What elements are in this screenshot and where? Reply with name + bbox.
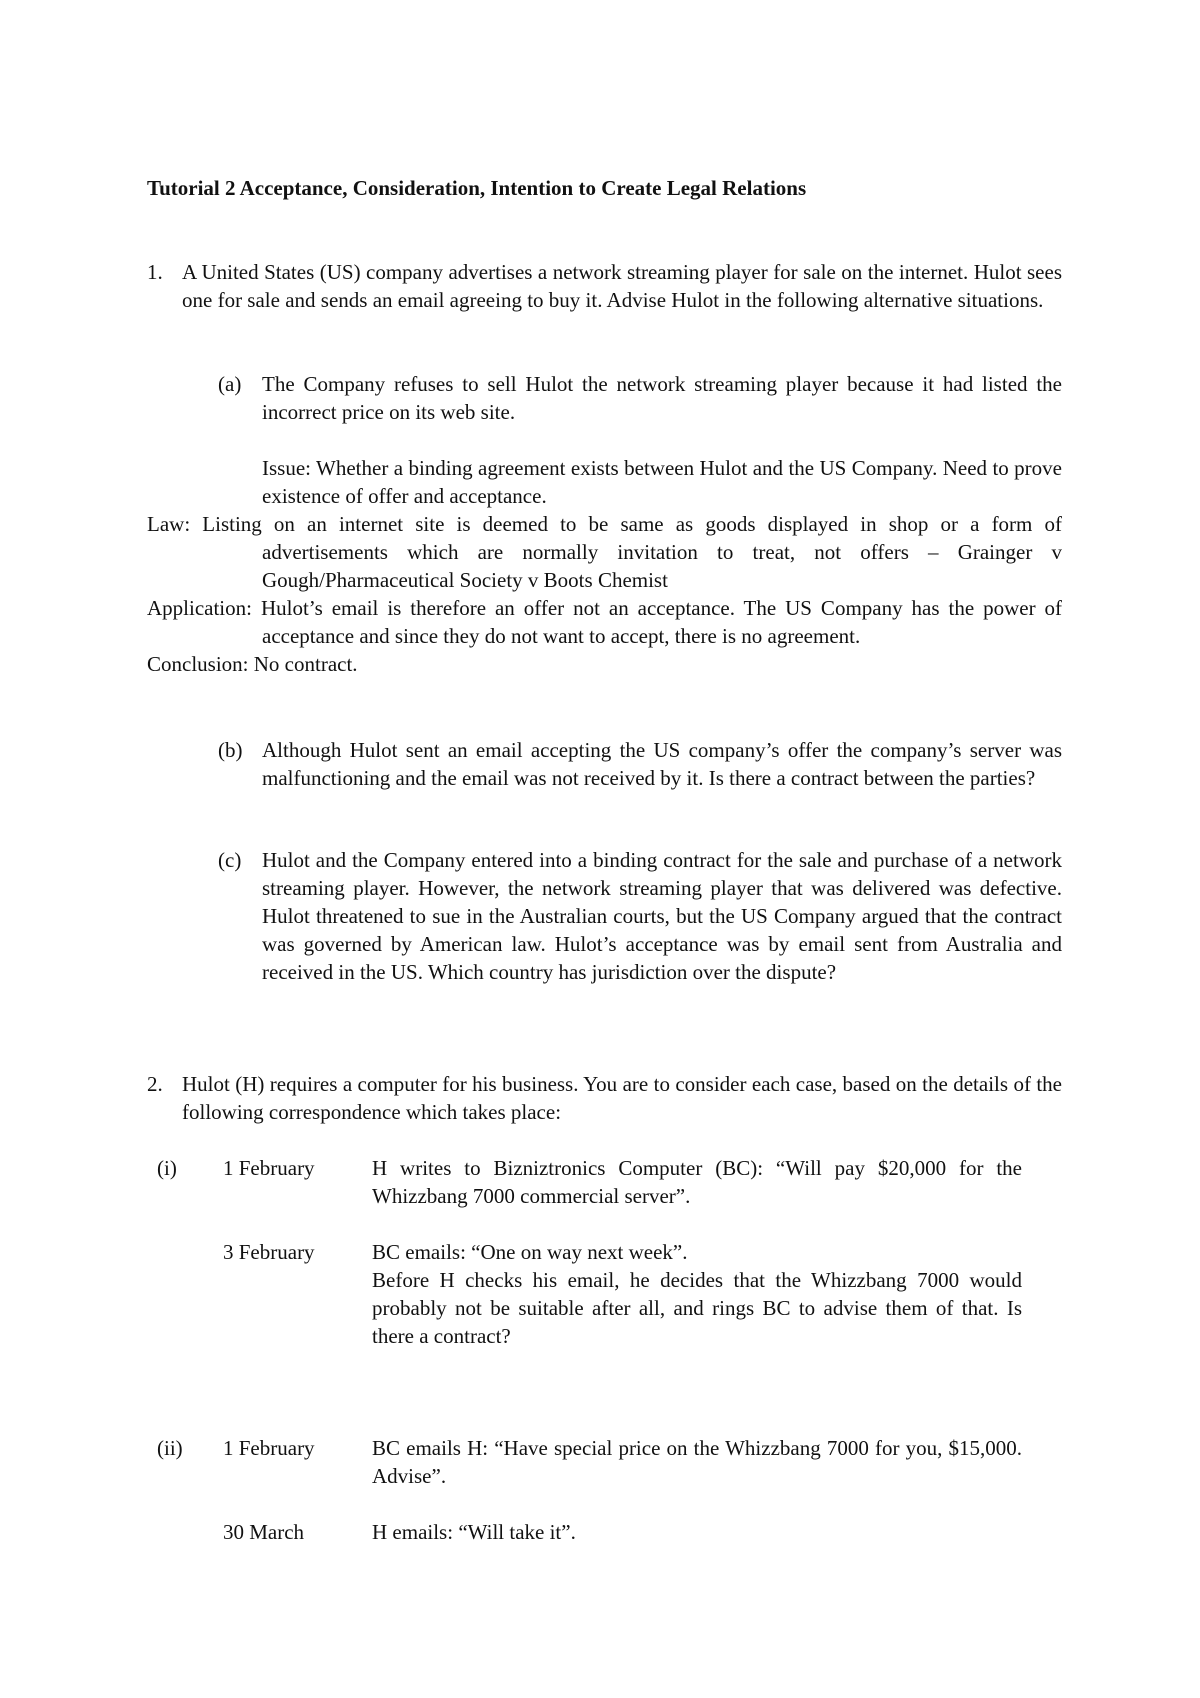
q1-b-label: (b) — [218, 738, 243, 762]
question-1-number: 1. — [147, 260, 163, 284]
question-2-number: 2. — [147, 1072, 163, 1096]
q1-a-text: The Company refuses to sell Hulot the network streaming player because it had listed the incorrect price on its web site. — [262, 372, 1062, 424]
case-i-text-2: BC emails: “One on way next week”. — [372, 1240, 688, 1264]
case-ii-date-1: 1 February — [223, 1436, 315, 1460]
case-ii-label: (ii) — [157, 1436, 183, 1460]
case-i-text-2-continued: Before H checks his email, he decides that the Whizzbang 7000 would probably not be suitable after all, and rings BC to advise them of that. Is there a contract? — [372, 1268, 1022, 1348]
issue-text: Whether a binding agreement exists between Hulot and the US Company. Need to prove existence of offer and acceptance. — [262, 456, 1062, 508]
question-1-text: A United States (US) company advertises a network streaming player for sale on the internet. Hulot sees one for sale and sends an email agreeing to buy it. Advise Hulot in the following alternative situations. — [182, 260, 1062, 312]
case-i-date-2: 3 February — [223, 1240, 315, 1264]
conclusion-label: Conclusion: — [147, 652, 249, 676]
q1-c-label: (c) — [218, 848, 242, 872]
irac-issue — [147, 454, 1062, 510]
case-ii-text-2: H emails: “Will take it”. — [372, 1520, 576, 1544]
q1-b-text: Although Hulot sent an email accepting the US company’s offer the company’s server was malfunctioning and the email was not received by it. Is there a contract between the parties? — [262, 738, 1062, 790]
case-ii-text-1: BC emails H: “Have special price on the Whizzbang 7000 for you, $15,000. Advise”. — [372, 1436, 1022, 1488]
q1-c-text: Hulot and the Company entered into a binding contract for the sale and purchase of a network streaming player. However, the network streaming player that was delivered was defective. Hulot threatened to sue in the Australian courts, but the US Company argued that the contract was governed by American law. Hulot’s acceptance was by email sent from Australia and received in the US. Which country has jurisdiction over the dispute? — [262, 848, 1062, 984]
law-label: Law: — [147, 512, 191, 536]
case-i-date-1: 1 February — [223, 1156, 315, 1180]
irac-law — [147, 510, 1062, 594]
law-text: Listing on an internet site is deemed to be same as goods displayed in shop or a form of advertisements which are normally invitation to treat, not offers – Grainger v Gough/Pharmaceutical Society v Boots Chemist — [202, 512, 1063, 592]
issue-label: Issue: — [262, 456, 311, 480]
q1-a-label: (a) — [218, 372, 242, 396]
case-ii-date-2: 30 March — [223, 1520, 305, 1544]
page-title: Tutorial 2 Acceptance, Consideration, Intention to Create Legal Relations — [147, 176, 807, 200]
application-text: Hulot’s email is therefore an offer not an acceptance. The US Company has the power of acceptance and since they do not want to accept, there is no agreement. — [260, 596, 1062, 648]
question-2-text: Hulot (H) requires a computer for his business. You are to consider each case, based on the details of the following correspondence which takes place: — [182, 1072, 1062, 1124]
conclusion-text: No contract. — [253, 652, 358, 676]
irac-application — [147, 594, 1062, 650]
irac-conclusion — [147, 650, 1062, 678]
case-i-text-1: H writes to Bizniztronics Computer (BC): “Will pay $20,000 for the Whizzbang 7000 commercial server”. — [372, 1156, 1022, 1208]
case-i-label: (i) — [157, 1156, 177, 1180]
application-label: Application: — [147, 596, 252, 620]
